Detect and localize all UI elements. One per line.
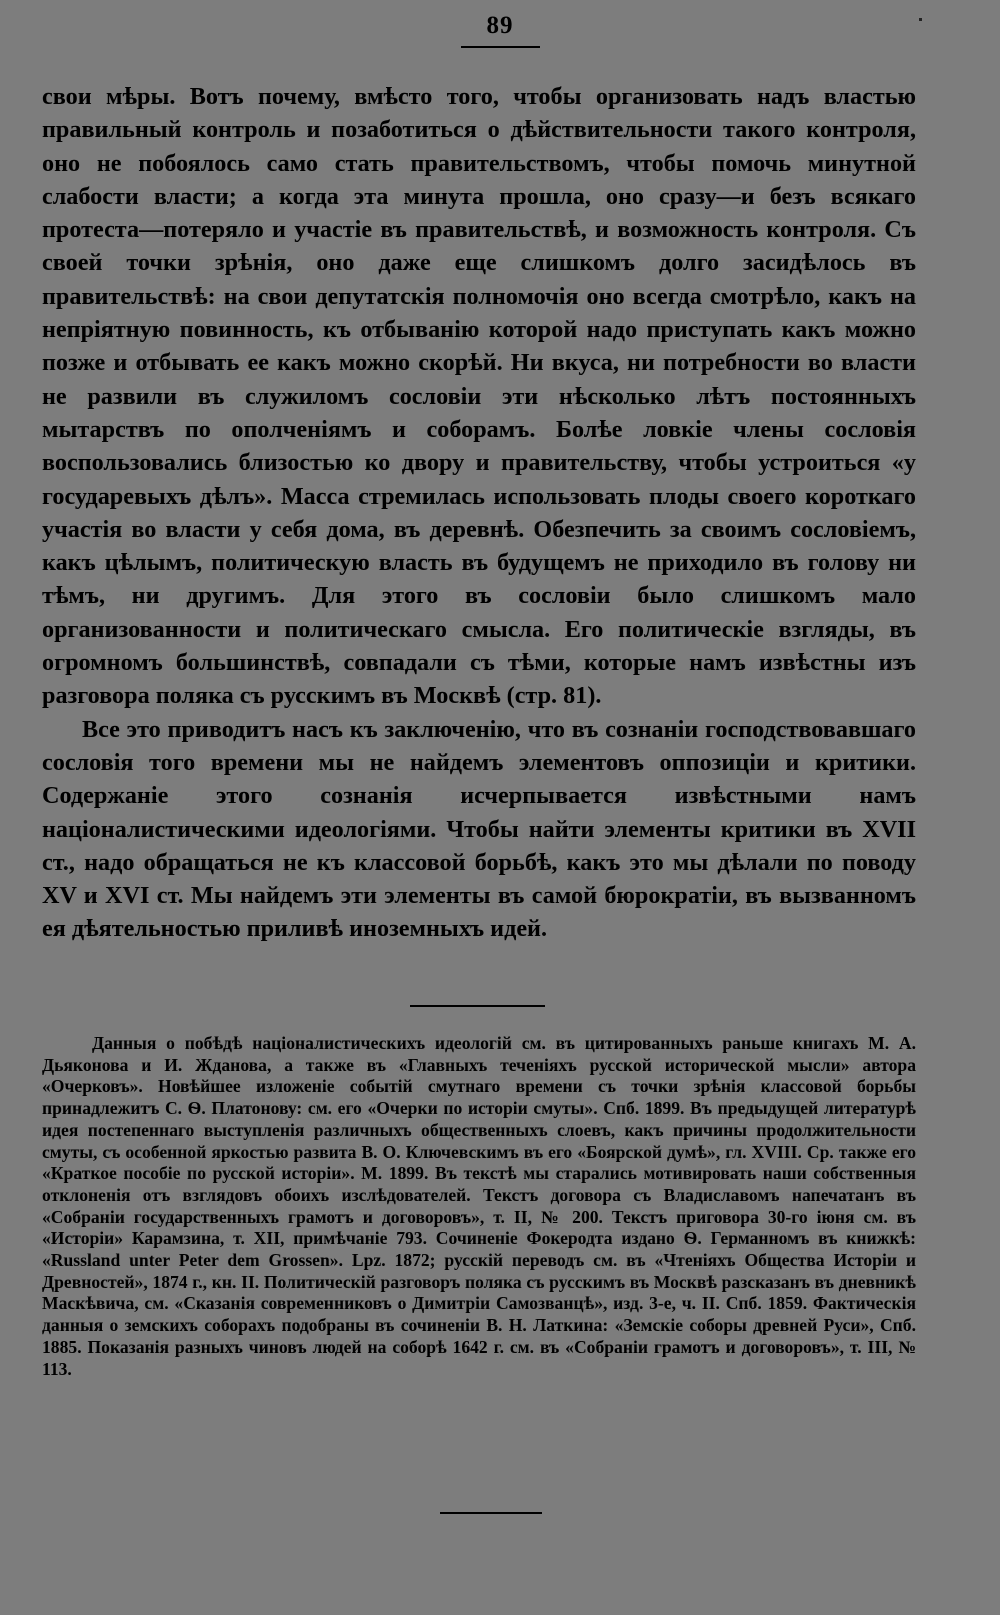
- main-paragraph-2: Все это приводитъ насъ къ заключенію, что въ сознаніи господствовавшаго сословія того времени мы не найдемъ элементовъ оппозиціи и критики. Содержаніе этого сознанія исчерпывается извѣстными намъ націоналистическими идеологіями. Чтобы найти элементы критики въ XVII ст., надо обращаться не къ классовой борьбѣ, какъ это мы дѣлали по поводу XV и XVI ст. Мы найдемъ эти элементы въ самой бюрократіи, въ вызванномъ ея дѣятельностью приливѣ иноземныхъ идей.: [42, 715, 916, 943]
- bottom-rule: [440, 1512, 542, 1514]
- main-paragraph-1: свои мѣры. Вотъ почему, вмѣсто того, чтобы организовать надъ властью правильный контроль и позаботиться о дѣйствительности такого контроля, оно не побоялось само стать правительствомъ, чтобы помочь минутной слабости власти; а когда эта минута прошла, оно сразу—и безъ всякаго протеста—потеряло и участіе въ правительствѣ, и возможность контроля. Съ своей точки зрѣнія, оно даже еще слишкомъ долго засидѣлось въ правительствѣ: на свои депутатскія полномочія оно всегда смотрѣло, какъ на непріятную повинность, къ отбыванію которой надо приступать какъ можно позже и отбывать ее какъ можно скорѣй. Ни вкуса, ни потребности во власти не развили въ служиломъ сословіи эти нѣсколько лѣтъ постоянныхъ мытарствъ по ополченіямъ и соборамъ. Болѣе ловкіе члены сословія воспользовались близостью ко двору и правительству, чтобы устроиться «у государевыхъ дѣлъ». Масса стремилась использовать плоды своего короткаго участія во власти у себя дома, въ деревнѣ. Обезпечить за своимъ сословіемъ, какъ цѣлымъ, политическую власть въ будущемъ не приходило въ голову ни тѣмъ, ни другимъ. Для этого въ сословіи было слишкомъ мало организованности и политическаго смысла. Его политическіе взгляды, въ огромномъ большинствѣ, совпадали съ тѣми, которые намъ извѣстны изъ разговора поляка съ русскимъ въ Москвѣ (стр. 81).: [42, 83, 916, 710]
- footnote-paragraph: Данныя о побѣдѣ націоналистическихъ идеологій см. въ цитированныхъ раньше книгахъ М. А. Дьяконова и И. Жданова, а также въ «Главныхъ теченіяхъ русской исторической мысли» автора «Очерковъ». Новѣйшее изложеніе событій смутнаго времени съ точки зрѣнія классовой борьбы принадлежитъ С. Ѳ. Платонову: см. его «Очерки по исторіи смуты». Спб. 1899. Въ предыдущей литературѣ идея постепеннаго выступленія различныхъ общественныхъ слоевъ, какъ причины продолжительности смуты, съ особенной яркостью развита В. О. Ключевскимъ въ его «Боярской думѣ», гл. XVIII. Ср. также его «Краткое пособіе по русской исторіи». М. 1899. Въ текстѣ мы старались мотивировать наши собственныя отклоненія отъ взглядовъ обоихъ изслѣдователей. Текстъ договора съ Владиславомъ напечатанъ въ «Собраніи государственныхъ грамотъ и договоровъ», т. II, № 200. Текстъ приговора 30-го іюня см. въ «Исторіи» Карамзина, т. XII, примѣчаніе 793. Сочиненіе Фокеродта издано Ѳ. Германномъ въ книжкѣ: «Russland unter Peter dem Grossen». Lpz. 1872; русскій переводъ см. въ «Чтеніяхъ Общества Исторіи и Древностей», 1874 г., кн. II. Политическій разговоръ поляка съ русскимъ въ Москвѣ разсказанъ въ дневникѣ Маскѣвича, см. «Сказанія современниковъ о Димитріи Самозванцѣ», изд. 3-е, ч. II. Спб. 1859. Фактическія данныя о земскихъ соборахъ подобраны въ сочиненіи В. Н. Латкина: «Земскіе соборы древней Руси», Спб. 1885. Показанія разныхъ чиновъ людей на соборѣ 1642 г. см. въ «Собраніи грамотъ и договоровъ», т. III, № 113.: [42, 1033, 916, 1379]
- footnote-separator-rule: [410, 1005, 545, 1007]
- scan-speck: [919, 18, 922, 21]
- main-text-block: [42, 80, 916, 946]
- page-number: 89: [461, 12, 540, 48]
- page-header: [0, 12, 1000, 48]
- footnote-block: [42, 1033, 916, 1380]
